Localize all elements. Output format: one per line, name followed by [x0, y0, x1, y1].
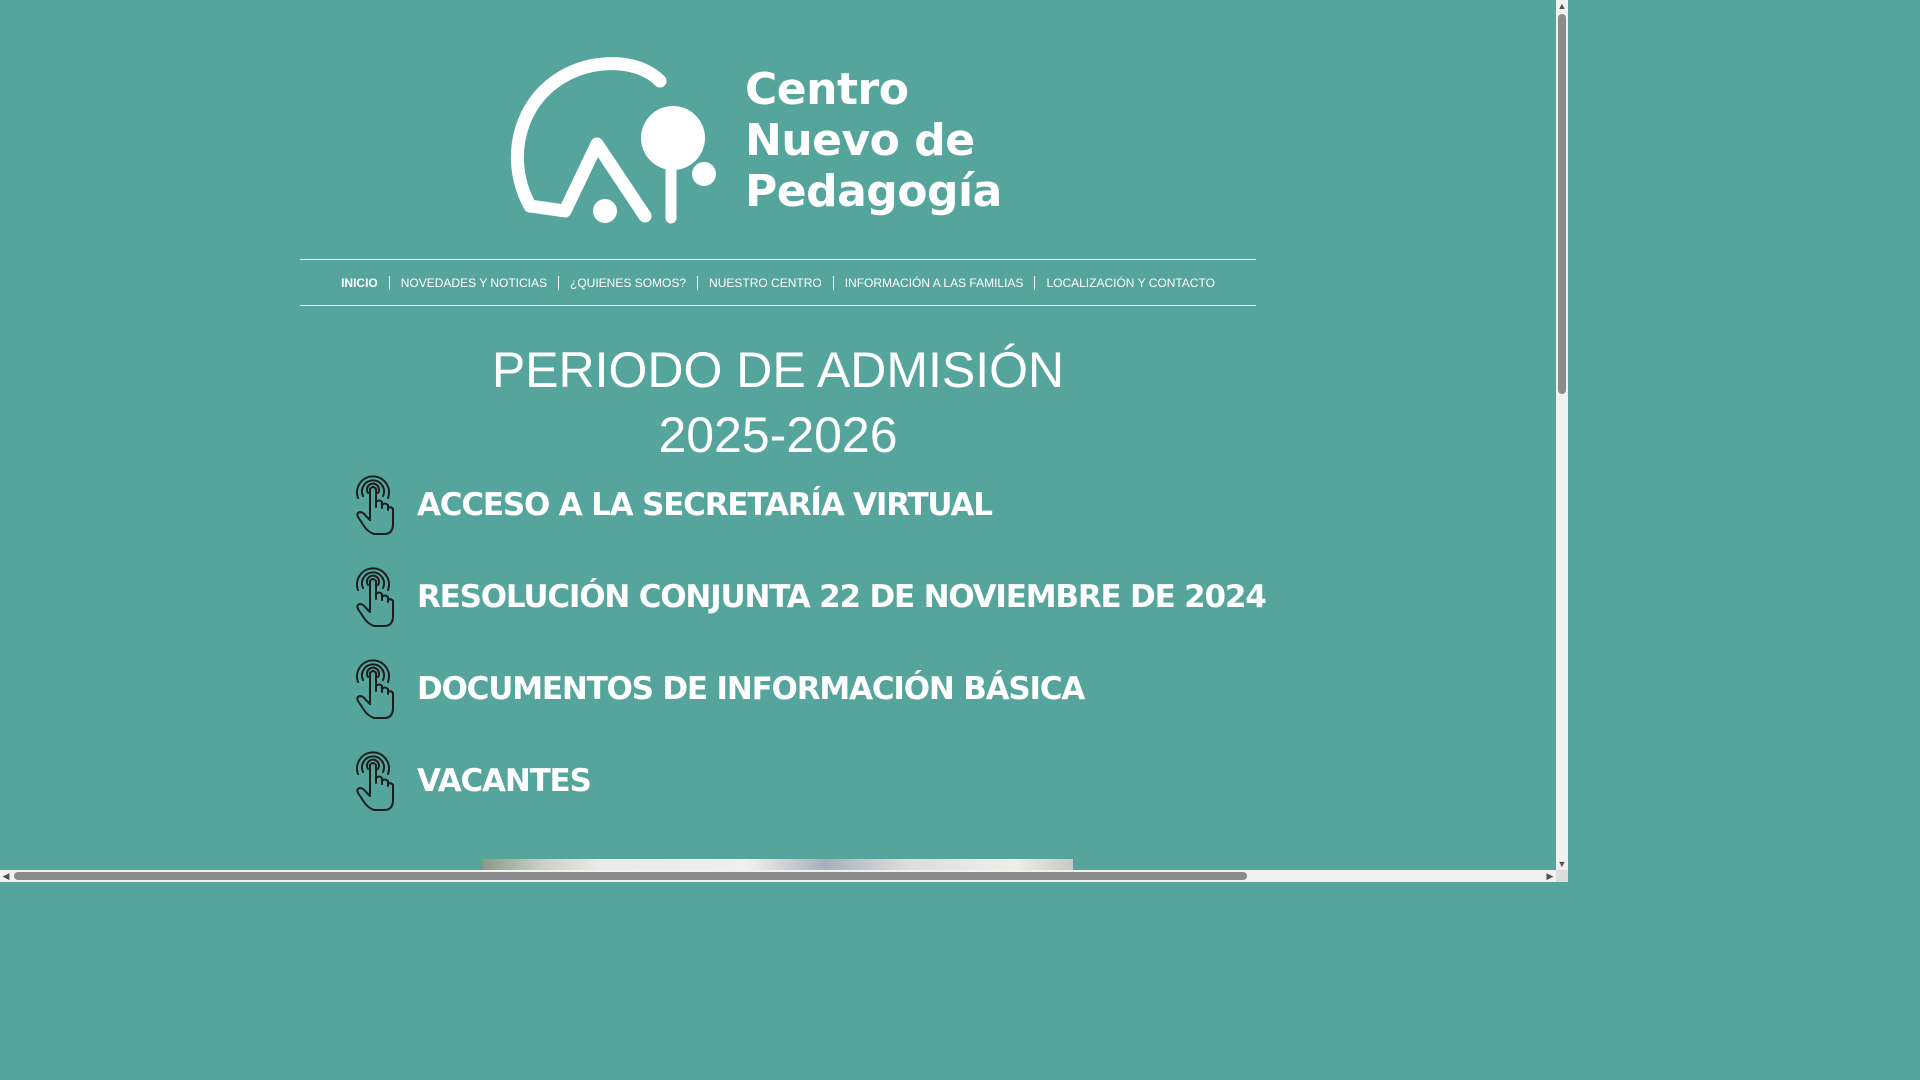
link-secretaria-virtual[interactable] [354, 474, 992, 536]
main-nav [300, 259, 1256, 306]
link-documentos-informacion[interactable] [354, 658, 1084, 720]
link-resolucion-conjunta[interactable] [354, 566, 1266, 628]
link-vacantes[interactable] [354, 750, 591, 812]
vertical-scrollbar[interactable] [1556, 0, 1568, 870]
horizontal-scrollbar[interactable] [0, 870, 1556, 882]
logo-line: Pedagogía [745, 166, 1002, 217]
tap-hand-icon [354, 750, 396, 812]
vertical-scroll-thumb[interactable] [1558, 14, 1566, 394]
scroll-down-icon[interactable]: ▼ [1557, 859, 1567, 869]
link-label: RESOLUCIÓN CONJUNTA 22 DE NOVIEMBRE DE 2024 [417, 579, 1266, 615]
nav-item-novedades[interactable]: NOVEDADES Y NOTICIAS [389, 276, 558, 290]
hero-photo [482, 859, 1073, 870]
tap-hand-icon [354, 658, 396, 720]
tap-hand-icon [354, 474, 396, 536]
link-label: ACCESO A LA SECRETARÍA VIRTUAL [417, 487, 992, 523]
tap-hand-icon [354, 566, 396, 628]
scroll-up-icon[interactable]: ▲ [1557, 1, 1567, 11]
page-title: PERIODO DE ADMISIÓN [491, 342, 1065, 398]
nav-item-nuestro-centro[interactable]: NUESTRO CENTRO [697, 276, 833, 290]
horizontal-scroll-thumb[interactable] [14, 872, 1247, 880]
scrollbar-corner [1556, 870, 1568, 882]
nav-item-inicio[interactable]: INICIO [341, 275, 378, 290]
nav-item-localizacion-contacto[interactable]: LOCALIZACIÓN Y CONTACTO [1034, 276, 1225, 290]
logo-mark-icon [505, 56, 735, 231]
logo-text [745, 64, 1002, 217]
logo-line: Nuevo de [745, 115, 975, 166]
nav-item-quienes-somos[interactable]: ¿QUIENES SOMOS? [558, 276, 697, 290]
nav-item-informacion-familias[interactable]: INFORMACIÓN A LAS FAMILIAS [833, 276, 1035, 290]
scroll-left-icon[interactable]: ◀ [2, 871, 10, 881]
page-subtitle-year: 2025-2026 [658, 407, 898, 463]
link-label: VACANTES [417, 763, 591, 799]
scroll-right-icon[interactable]: ▶ [1546, 871, 1554, 881]
logo-line: Centro [745, 64, 909, 115]
link-label: DOCUMENTOS DE INFORMACIÓN BÁSICA [417, 671, 1085, 707]
site-logo[interactable] [505, 56, 1005, 231]
